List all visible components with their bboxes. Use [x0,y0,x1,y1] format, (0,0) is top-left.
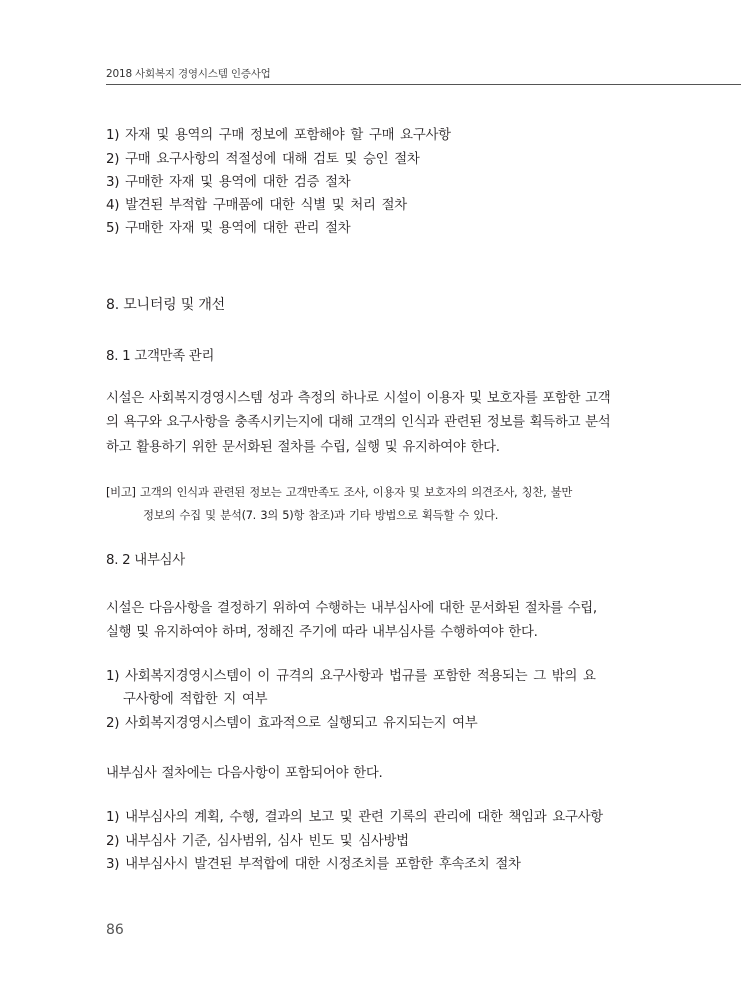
paragraph-line: 내부심사 절차에는 다음사항이 포함되어야 한다. [106,766,383,781]
header-title: 2018 사회복지 경영시스템 인증사업 [106,68,271,80]
subsection-heading: 8. 2 내부심사 [106,553,185,568]
subsection-heading: 8. 1 고객만족 관리 [106,349,215,364]
note-line: [비고] 고객의 인식과 관련된 정보는 고객만족도 조사, 이용자 및 보호자의 의견조사, 칭찬, 불만 [106,485,573,499]
list-item: 1) 사회복지경영시스템이 이 규격의 요구사항과 법규를 포함한 적용되는 그 밖의 요 [106,669,596,684]
list-item: 3) 내부심사시 발견된 부적합에 대한 시정조치를 포함한 후속조치 절차 [106,857,521,872]
paragraph-line: 시설은 다음사항을 결정하기 위하여 수행하는 내부심사에 대한 문서화된 절차를 수립, [106,601,597,616]
paragraph-line: 시설은 사회복지경영시스템 성과 측정의 하나로 시설이 이용자 및 보호자를 포함한 고객 [106,391,611,406]
paragraph-line: 하고 활용하기 위한 문서화된 절차를 수립, 실행 및 유지하여야 한다. [106,440,500,455]
section-heading: 8. 모니터링 및 개선 [106,297,225,313]
page-number: 86 [106,922,124,938]
list-item: 구사항에 적합한 지 여부 [123,692,268,707]
list-item: 2) 내부심사 기준, 심사범위, 심사 빈도 및 심사방법 [106,834,409,849]
list-item: 3) 구매한 자재 및 용역에 대한 검증 절차 [106,175,351,190]
paragraph-line: 의 욕구와 요구사항을 충족시키는지에 대해 고객의 인식과 관련된 정보를 획득하고 분석 [106,415,611,430]
list-item: 1) 내부심사의 계획, 수행, 결과의 보고 및 관련 기록의 관리에 대한 책임과 요구사항 [106,810,603,825]
list-item: 1) 자재 및 용역의 구매 정보에 포함해야 할 구매 요구사항 [106,128,451,143]
list-item: 2) 사회복지경영시스템이 효과적으로 실행되고 유지되는지 여부 [106,716,478,731]
note-line: 정보의 수집 및 분석(7. 3의 5)항 참조)과 기타 방법으로 획득할 수 있다. [143,508,499,522]
list-item: 4) 발견된 부적합 구매품에 대한 식별 및 처리 절차 [106,198,407,213]
list-item: 2) 구매 요구사항의 적절성에 대해 검토 및 승인 절차 [106,152,420,167]
list-item: 5) 구매한 자재 및 용역에 대한 관리 절차 [106,221,351,236]
header-divider [106,84,741,85]
paragraph-line: 실행 및 유지하여야 하며, 정해진 주기에 따라 내부심사를 수행하여야 한다. [106,625,538,640]
